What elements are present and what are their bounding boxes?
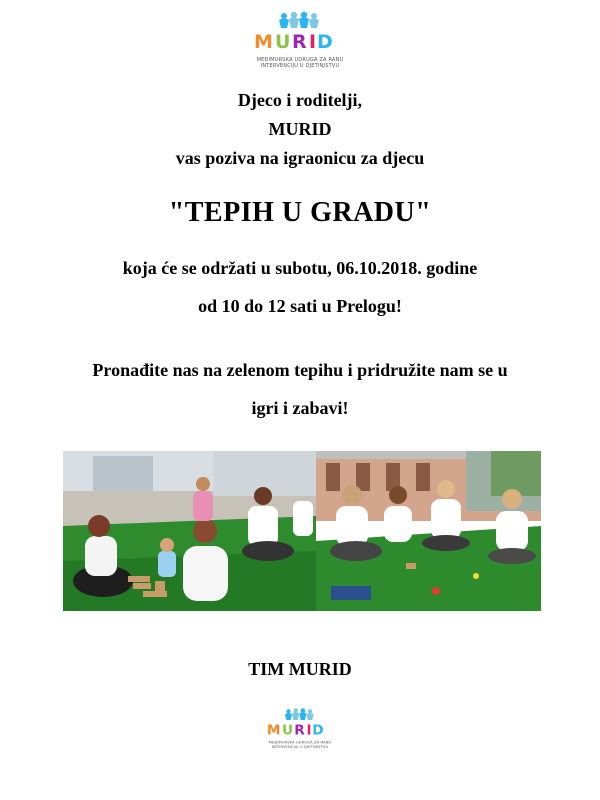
intro-organization: MURID <box>268 119 332 139</box>
photo-team-murid <box>316 451 541 611</box>
svg-text:U: U <box>275 31 291 53</box>
svg-text:M: M <box>254 31 273 53</box>
svg-text:I: I <box>306 722 312 739</box>
svg-text:D: D <box>317 31 333 53</box>
event-title: "TEPIH U GRADU" <box>168 197 432 228</box>
event-time-place: od 10 do 12 sati u Prelogu! <box>198 296 402 316</box>
photo-children-playing <box>63 451 316 611</box>
intro-invitation: vas poziva na igraonicu za djecu <box>175 148 425 168</box>
svg-text:D: D <box>312 722 324 739</box>
murid-logo-bottom <box>84 707 516 749</box>
logo-tagline: MEĐIMURSKA UDRUGA ZA RANU INTERVENCIJU U DJETINJSTVU <box>256 57 344 69</box>
signature: TIM MURID <box>248 659 352 679</box>
svg-text:I: I <box>309 31 317 53</box>
murid-logo-top <box>0 10 600 69</box>
logo-tagline-bottom: MEĐIMURSKA UDRUGA ZA RANU INTERVENCIJU U DJETINJSTVU <box>268 740 332 750</box>
svg-text:U: U <box>282 722 294 739</box>
murid-logo-graphic-small <box>263 707 338 740</box>
photo-collage <box>63 451 541 611</box>
intro-greeting: Djeco i roditelji, <box>237 90 363 110</box>
svg-text:M: M <box>266 722 281 739</box>
invite-line-1: Pronađite nas na zelenom tepihu i pridružite nam se u <box>92 360 508 380</box>
murid-logo-graphic <box>248 10 352 56</box>
event-date: koja će se održati u subotu, 06.10.2018. godine <box>122 258 478 278</box>
invite-line-2: igri i zabavi! <box>251 398 349 418</box>
svg-text:R: R <box>294 722 305 739</box>
svg-text:R: R <box>292 31 307 53</box>
